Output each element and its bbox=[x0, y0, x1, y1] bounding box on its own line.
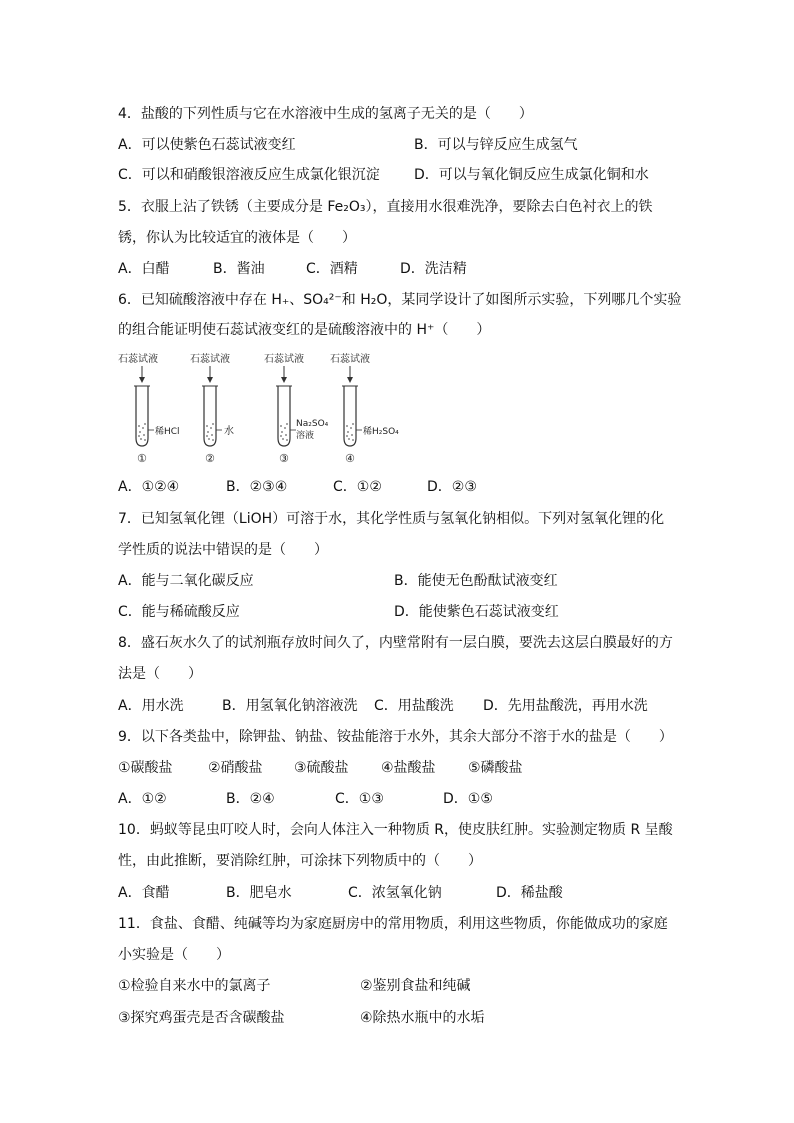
q9-item-2: ②硝酸盐 bbox=[208, 760, 263, 776]
tube4-number: ④ bbox=[345, 452, 355, 465]
q4-option-d: D．可以与氧化铜反应生成氯化铜和水 bbox=[414, 167, 649, 183]
tube4-solution-label: 稀H₂SO₄ bbox=[363, 427, 399, 437]
q7-option-d: D．能使紫色石蕊试液变红 bbox=[394, 604, 559, 620]
tube4-reagent-label: 石蕊试液 bbox=[330, 354, 370, 365]
q6-stem-line2: 的组合能证明使石蕊试液变红的是硫酸溶液中的 H⁺（ ） bbox=[118, 322, 491, 338]
tube1-reagent-label: 石蕊试液 bbox=[118, 354, 158, 365]
q9-item-5: ⑤磷酸盐 bbox=[468, 760, 523, 776]
q5-stem-line1: 5．衣服上沾了铁锈（主要成分是 Fe₂O₃），直接用水很难洗净，要除去白色衬衣上的铁 bbox=[118, 199, 653, 215]
q10-option-a: A．食醋 bbox=[118, 885, 170, 901]
q9-option-b: B．②④ bbox=[226, 791, 275, 807]
q5-option-c: C．酒精 bbox=[306, 261, 358, 277]
q9-option-d: D．①⑤ bbox=[443, 791, 493, 807]
tube2-solution-label: 水 bbox=[224, 426, 234, 437]
q4-option-a: A．可以使紫色石蕊试液变红 bbox=[118, 137, 296, 153]
q10-option-c: C．浓氢氧化钠 bbox=[348, 885, 442, 901]
q9-item-1: ①碳酸盐 bbox=[118, 760, 173, 776]
q8-option-a: A．用水洗 bbox=[118, 698, 184, 714]
q7-option-c: C．能与稀硫酸反应 bbox=[118, 604, 240, 620]
test-tube-4 bbox=[330, 352, 399, 465]
q9-option-a: A．①② bbox=[118, 791, 167, 807]
q7-option-a: A．能与二氧化碳反应 bbox=[118, 573, 254, 589]
q9-stem: 9．以下各类盐中，除钾盐、钠盐、铵盐能溶于水外，其余大部分不溶于水的盐是（ ） bbox=[118, 729, 673, 745]
test-tube-1 bbox=[118, 352, 180, 465]
q5-option-a: A．白醋 bbox=[118, 261, 170, 277]
q9-item-3: ③硫酸盐 bbox=[294, 760, 349, 776]
tube1-number: ① bbox=[137, 452, 147, 465]
test-tube-3 bbox=[264, 352, 329, 465]
arrow-head-icon bbox=[139, 377, 145, 383]
q8-stem-line1: 8．盛石灰水久了的试剂瓶存放时间久了，内壁常附有一层白膜，要洗去这层白膜最好的方 bbox=[118, 635, 673, 651]
q11-item-3: ③探究鸡蛋壳是否含碳酸盐 bbox=[118, 1010, 285, 1026]
q7-option-b: B．能使无色酚酞试液变红 bbox=[394, 573, 558, 589]
q6-option-b: B．②③④ bbox=[226, 479, 288, 495]
q8-stem-line2: 法是（ ） bbox=[118, 666, 202, 682]
q10-option-d: D．稀盐酸 bbox=[496, 885, 563, 901]
tube3-number: ③ bbox=[279, 452, 289, 465]
q4-option-b: B．可以与锌反应生成氢气 bbox=[414, 137, 578, 153]
tube3-solution-label2: 溶液 bbox=[296, 431, 315, 441]
q7-stem-line2: 学性质的说法中错误的是（ ） bbox=[118, 542, 328, 558]
q6-option-d: D．②③ bbox=[427, 479, 477, 495]
q7-stem-line1: 7．已知氢氧化锂（LiOH）可溶于水，其化学性质与氢氧化钠相似。下列对氢氧化锂的化 bbox=[118, 511, 665, 527]
tube2-number: ② bbox=[205, 452, 215, 465]
q5-option-b: B．酱油 bbox=[213, 261, 265, 277]
q8-option-c: C．用盐酸洗 bbox=[374, 698, 454, 714]
q10-stem-line1: 10．蚂蚁等昆虫叮咬人时，会向人体注入一种物质 R，使皮肤红肿。实验测定物质 R 呈酸 bbox=[118, 822, 673, 838]
tube3-solution-label: Na₂SO₄ bbox=[296, 419, 329, 429]
q6-option-c: C．①② bbox=[333, 479, 382, 495]
q11-stem-line1: 11．食盐、食醋、纯碱等均为家庭厨房中的常用物质，利用这些物质，你能做成功的家庭 bbox=[118, 916, 668, 932]
q6-stem-line1: 6．已知硫酸溶液中存在 H₊、SO₄²⁻和 H₂O，某同学设计了如图所示实验，下列哪几个实验 bbox=[118, 292, 682, 308]
q8-option-d: D．先用盐酸洗，再用水洗 bbox=[483, 698, 648, 714]
q11-stem-line2: 小实验是（ ） bbox=[118, 947, 230, 963]
q6-option-a: A．①②④ bbox=[118, 479, 180, 495]
tube3-reagent-label: 石蕊试液 bbox=[264, 354, 304, 365]
arrow-head-icon bbox=[347, 377, 353, 383]
q9-option-c: C．①③ bbox=[335, 791, 384, 807]
q9-item-4: ④盐酸盐 bbox=[381, 760, 436, 776]
arrow-head-icon bbox=[281, 377, 287, 383]
test-tube-icon bbox=[278, 386, 290, 446]
q11-item-4: ④除热水瓶中的水垢 bbox=[360, 1010, 485, 1026]
test-tube-icon bbox=[136, 386, 148, 446]
q4-stem: 4．盐酸的下列性质与它在水溶液中生成的氢离子无关的是（ ） bbox=[118, 106, 533, 122]
q4-option-c: C．可以和硝酸银溶液反应生成氯化银沉淀 bbox=[118, 167, 380, 183]
q8-option-b: B．用氢氧化钠溶液洗 bbox=[222, 698, 358, 714]
q10-option-b: B．肥皂水 bbox=[226, 885, 292, 901]
test-tube-figure bbox=[118, 350, 438, 468]
q11-item-2: ②鉴别食盐和纯碱 bbox=[360, 978, 471, 994]
arrow-head-icon bbox=[207, 377, 213, 383]
test-tube-icon bbox=[204, 386, 216, 446]
q10-stem-line2: 性，由此推断，要消除红肿，可涂抹下列物质中的（ ） bbox=[118, 853, 482, 869]
test-tube-2 bbox=[190, 352, 234, 465]
q5-option-d: D．洗洁精 bbox=[400, 261, 467, 277]
q11-item-1: ①检验自来水中的氯离子 bbox=[118, 978, 271, 994]
tube2-reagent-label: 石蕊试液 bbox=[190, 354, 230, 365]
q5-stem-line2: 锈，你认为比较适宜的液体是（ ） bbox=[118, 230, 356, 246]
tube1-solution-label: 稀HCl bbox=[155, 427, 180, 437]
test-tube-icon bbox=[344, 386, 356, 446]
